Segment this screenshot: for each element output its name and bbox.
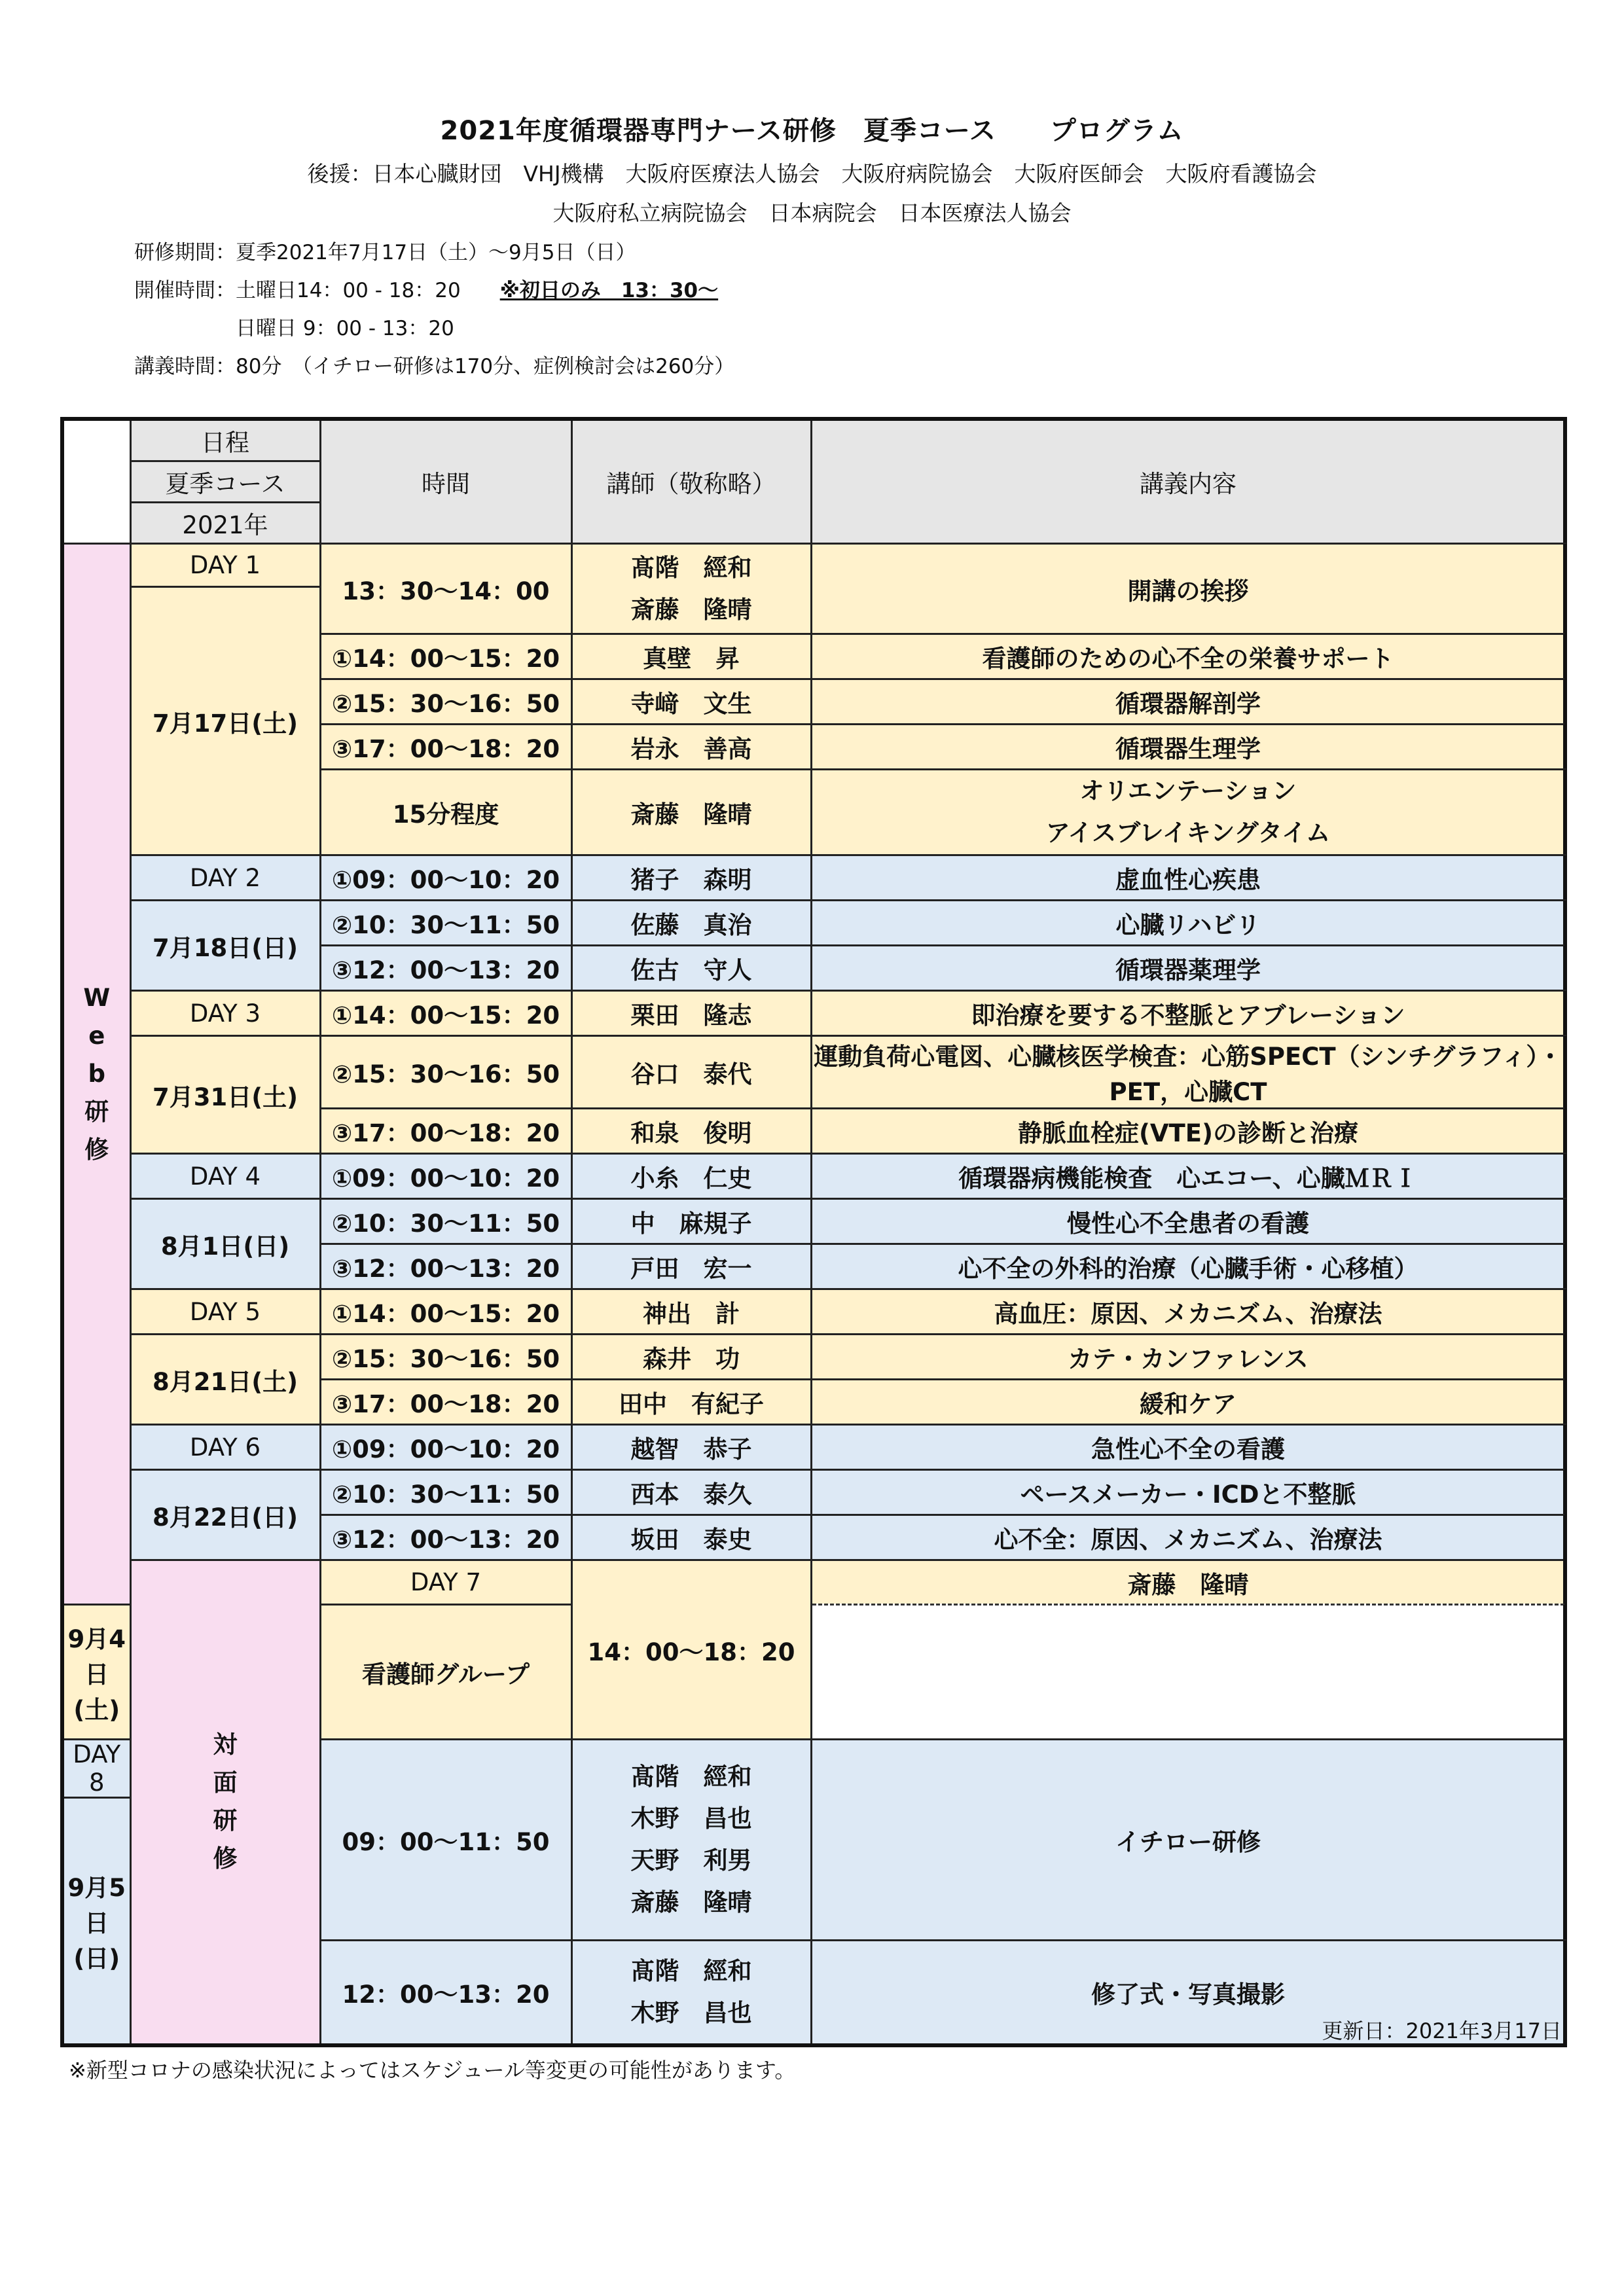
side-char: e — [88, 1022, 105, 1050]
lecturer-cell: 猪子 森明 — [571, 855, 811, 901]
content-cell: 心不全の外科的治療（心臓手術・心移植） — [811, 1244, 1565, 1289]
content-cell: 心臓リハビリ — [811, 901, 1565, 946]
time-cell: 09：00～11：50 — [320, 1740, 571, 1941]
date-cell: 7月18日(日) — [130, 901, 320, 991]
content-cell: カテ・カンファレンス — [811, 1335, 1565, 1380]
lecturer-name: 天野 利男 — [630, 1846, 752, 1874]
content-cell: 慢性心不全患者の看護 — [811, 1199, 1565, 1244]
content-cell: イチロー研修 — [811, 1740, 1565, 1941]
lecturer-cell: 戸田 宏一 — [571, 1244, 811, 1289]
hours-saturday-text: 開催時間：土曜日14：00 - 18：20 — [134, 279, 461, 302]
side-char: 修 — [213, 1844, 238, 1873]
lecturer-cell: 佐藤 真治 — [571, 901, 811, 946]
date-cell: 9月4日(土) — [62, 1605, 130, 1740]
day-label: DAY 3 — [130, 991, 320, 1036]
time-cell: 15分程度 — [320, 770, 571, 855]
time-cell: ③12：00～13：20 — [320, 1244, 571, 1289]
side-char: 研 — [84, 1098, 109, 1126]
time-cell: ①14：00～15：20 — [320, 991, 571, 1036]
side-char: W — [83, 984, 111, 1012]
lecturer-name: 斎藤 隆晴 — [630, 595, 752, 624]
lecturer-cell: 越智 恭子 — [571, 1425, 811, 1470]
content-cell: 心不全：原因、メカニズム、治療法 — [811, 1515, 1565, 1560]
day-label: DAY 8 — [62, 1740, 130, 1798]
header-course: 夏季コース — [130, 461, 320, 503]
time-cell: 13：30～14：00 — [320, 544, 571, 634]
lecturer-cell: 看護師グループ — [320, 1605, 571, 1740]
time-cell: ①09：00～10：20 — [320, 855, 571, 901]
time-cell: ②15：30～16：50 — [320, 679, 571, 725]
date-cell: 8月22日(日) — [130, 1470, 320, 1560]
day-label: DAY 1 — [130, 544, 320, 587]
time-cell: ①14：00～15：20 — [320, 634, 571, 679]
content-cell: 開講の挨拶 — [811, 544, 1565, 634]
content-cell: 循環器病機能検査 心エコー、心臓ＭＲＩ — [811, 1154, 1565, 1199]
lecturer-name: 木野 昌也 — [630, 1998, 752, 2027]
date-cell: 7月17日(土) — [130, 587, 320, 855]
time-cell: ③17：00～18：20 — [320, 725, 571, 770]
header-time: 時間 — [320, 419, 571, 544]
lecturer-cell: 坂田 泰史 — [571, 1515, 811, 1560]
lecturer-name: 斎藤 隆晴 — [630, 1888, 752, 1916]
sponsors-line-2: 大阪府私立病院協会 日本病院会 日本医療法人協会 — [552, 200, 1072, 226]
day-label: DAY 4 — [130, 1154, 320, 1199]
updated-date: 更新日：2021年3月17日 — [1322, 2018, 1562, 2043]
side-char: b — [88, 1060, 105, 1088]
content-cell: 高血圧：原因、メカニズム、治療法 — [811, 1289, 1565, 1335]
content-cell: ペースメーカー・ICDと不整脈 — [811, 1470, 1565, 1515]
time-cell: ②10：30～11：50 — [320, 901, 571, 946]
training-period: 研修期間：夏季2021年7月17日（土）～9月5日（日） — [134, 241, 636, 264]
time-cell: ①14：00～15：20 — [320, 1289, 571, 1335]
time-cell: ①09：00～10：20 — [320, 1154, 571, 1199]
date-cell: 8月21日(土) — [130, 1335, 320, 1425]
lecturer-cell: 佐古 守人 — [571, 946, 811, 991]
content-cell: 運動負荷心電図、心臓核医学検査：心筋SPECT（シンチグラフィ）・PET，心臓CT — [811, 1036, 1565, 1109]
time-cell: ③12：00～13：20 — [320, 1515, 571, 1560]
time-cell: ③12：00～13：20 — [320, 946, 571, 991]
page-title: 2021年度循環器専門ナース研修 夏季コース プログラム — [440, 116, 1184, 146]
date-cell: 8月1日(日) — [130, 1199, 320, 1289]
header-content: 講義内容 — [811, 419, 1565, 544]
lecture-duration: 講義時間：80分 （イチロー研修は170分、症例検討会は260分） — [134, 355, 735, 378]
content-cell: 虚血性心疾患 — [811, 855, 1565, 901]
side-label-web — [62, 544, 130, 1605]
side-char: 対 — [213, 1731, 238, 1759]
day-label: DAY 6 — [130, 1425, 320, 1470]
time-cell: ③17：00～18：20 — [320, 1380, 571, 1425]
lecturer-cell: 和泉 俊明 — [571, 1109, 811, 1154]
lecturer-name: 髙階 經和 — [630, 1956, 752, 1985]
lecturer-cell — [571, 1941, 811, 2045]
content-cell: 循環器薬理学 — [811, 946, 1565, 991]
first-day-note: ※初日のみ 13：30～ — [499, 279, 719, 302]
lecturer-cell: 真壁 昇 — [571, 634, 811, 679]
lecturer-cell: 田中 有紀子 — [571, 1380, 811, 1425]
content-cell — [811, 770, 1565, 855]
lecturer-cell — [571, 1740, 811, 1941]
hours-sunday: 日曜日 9：00 - 13：20 — [134, 317, 454, 340]
header-year: 2021年 — [130, 503, 320, 544]
lecturer-cell: 斎藤 隆晴 — [571, 770, 811, 855]
content-cell: 静脈血栓症(VTE)の診断と治療 — [811, 1109, 1565, 1154]
lecturer-name: 髙階 經和 — [630, 1763, 752, 1791]
content-line: アイスブレイキングタイム — [1045, 819, 1331, 847]
lecturer-cell: 小糸 仁史 — [571, 1154, 811, 1199]
date-cell: 7月31日(土) — [130, 1036, 320, 1154]
lecturer-cell: 中 麻規子 — [571, 1199, 811, 1244]
lecturer-cell: 寺﨑 文生 — [571, 679, 811, 725]
time-cell: ③17：00～18：20 — [320, 1109, 571, 1154]
content-cell: 循環器生理学 — [811, 725, 1565, 770]
schedule-table — [60, 417, 1567, 2047]
content-cell: 緩和ケア — [811, 1380, 1565, 1425]
lecturer-cell: 神出 計 — [571, 1289, 811, 1335]
time-cell: ②15：30～16：50 — [320, 1335, 571, 1380]
lecturer-cell: 岩永 善高 — [571, 725, 811, 770]
day-label: DAY 2 — [130, 855, 320, 901]
lecturer-cell: 栗田 隆志 — [571, 991, 811, 1036]
lecturer-cell: 森井 功 — [571, 1335, 811, 1380]
time-cell: ②10：30～11：50 — [320, 1199, 571, 1244]
header-schedule: 日程 — [130, 419, 320, 461]
lecturer-cell: 谷口 泰代 — [571, 1036, 811, 1109]
lecturer-cell — [571, 544, 811, 634]
sponsors-line-1: 後援：日本心臓財団 VHJ機構 大阪府医療法人協会 大阪府病院協会 大阪府医師会 大阪府看護協会 — [307, 161, 1317, 187]
lecturer-cell: 西本 泰久 — [571, 1470, 811, 1515]
header-corner — [62, 419, 130, 544]
content-cell: 即治療を要する不整脈とアブレーション — [811, 991, 1565, 1036]
day-label: DAY 5 — [130, 1289, 320, 1335]
lecturer-name: 木野 昌也 — [630, 1804, 752, 1833]
lecturer-name: 髙階 經和 — [630, 553, 752, 582]
time-cell: ①09：00～10：20 — [320, 1425, 571, 1470]
content-line: オリエンテーション — [1079, 777, 1297, 805]
time-cell: 12：00～13：20 — [320, 1941, 571, 2045]
time-cell: ②15：30～16：50 — [320, 1036, 571, 1109]
hours-saturday — [134, 274, 718, 303]
header-lecturer: 講師（敬称略） — [571, 419, 811, 544]
side-char: 研 — [213, 1806, 238, 1835]
footnote: ※新型コロナの感染状況によってはスケジュール等変更の可能性があります。 — [69, 2058, 796, 2083]
side-label-inperson — [130, 1560, 320, 2045]
date-cell: 9月5日(日) — [62, 1798, 130, 2045]
lecturer-cell: 斎藤 隆晴 — [811, 1560, 1565, 1605]
content-cell: 修了式・写真撮影 — [811, 1941, 1565, 2045]
day-label: DAY 7 — [320, 1560, 571, 1605]
side-char: 面 — [213, 1768, 238, 1797]
side-char: 修 — [84, 1136, 109, 1164]
time-cell: 14：00～18：20 — [571, 1560, 811, 1740]
content-cell: 急性心不全の看護 — [811, 1425, 1565, 1470]
content-cell: 循環器解剖学 — [811, 679, 1565, 725]
content-cell: 看護師のための心不全の栄養サポート — [811, 634, 1565, 679]
time-cell: ②10：30～11：50 — [320, 1470, 571, 1515]
